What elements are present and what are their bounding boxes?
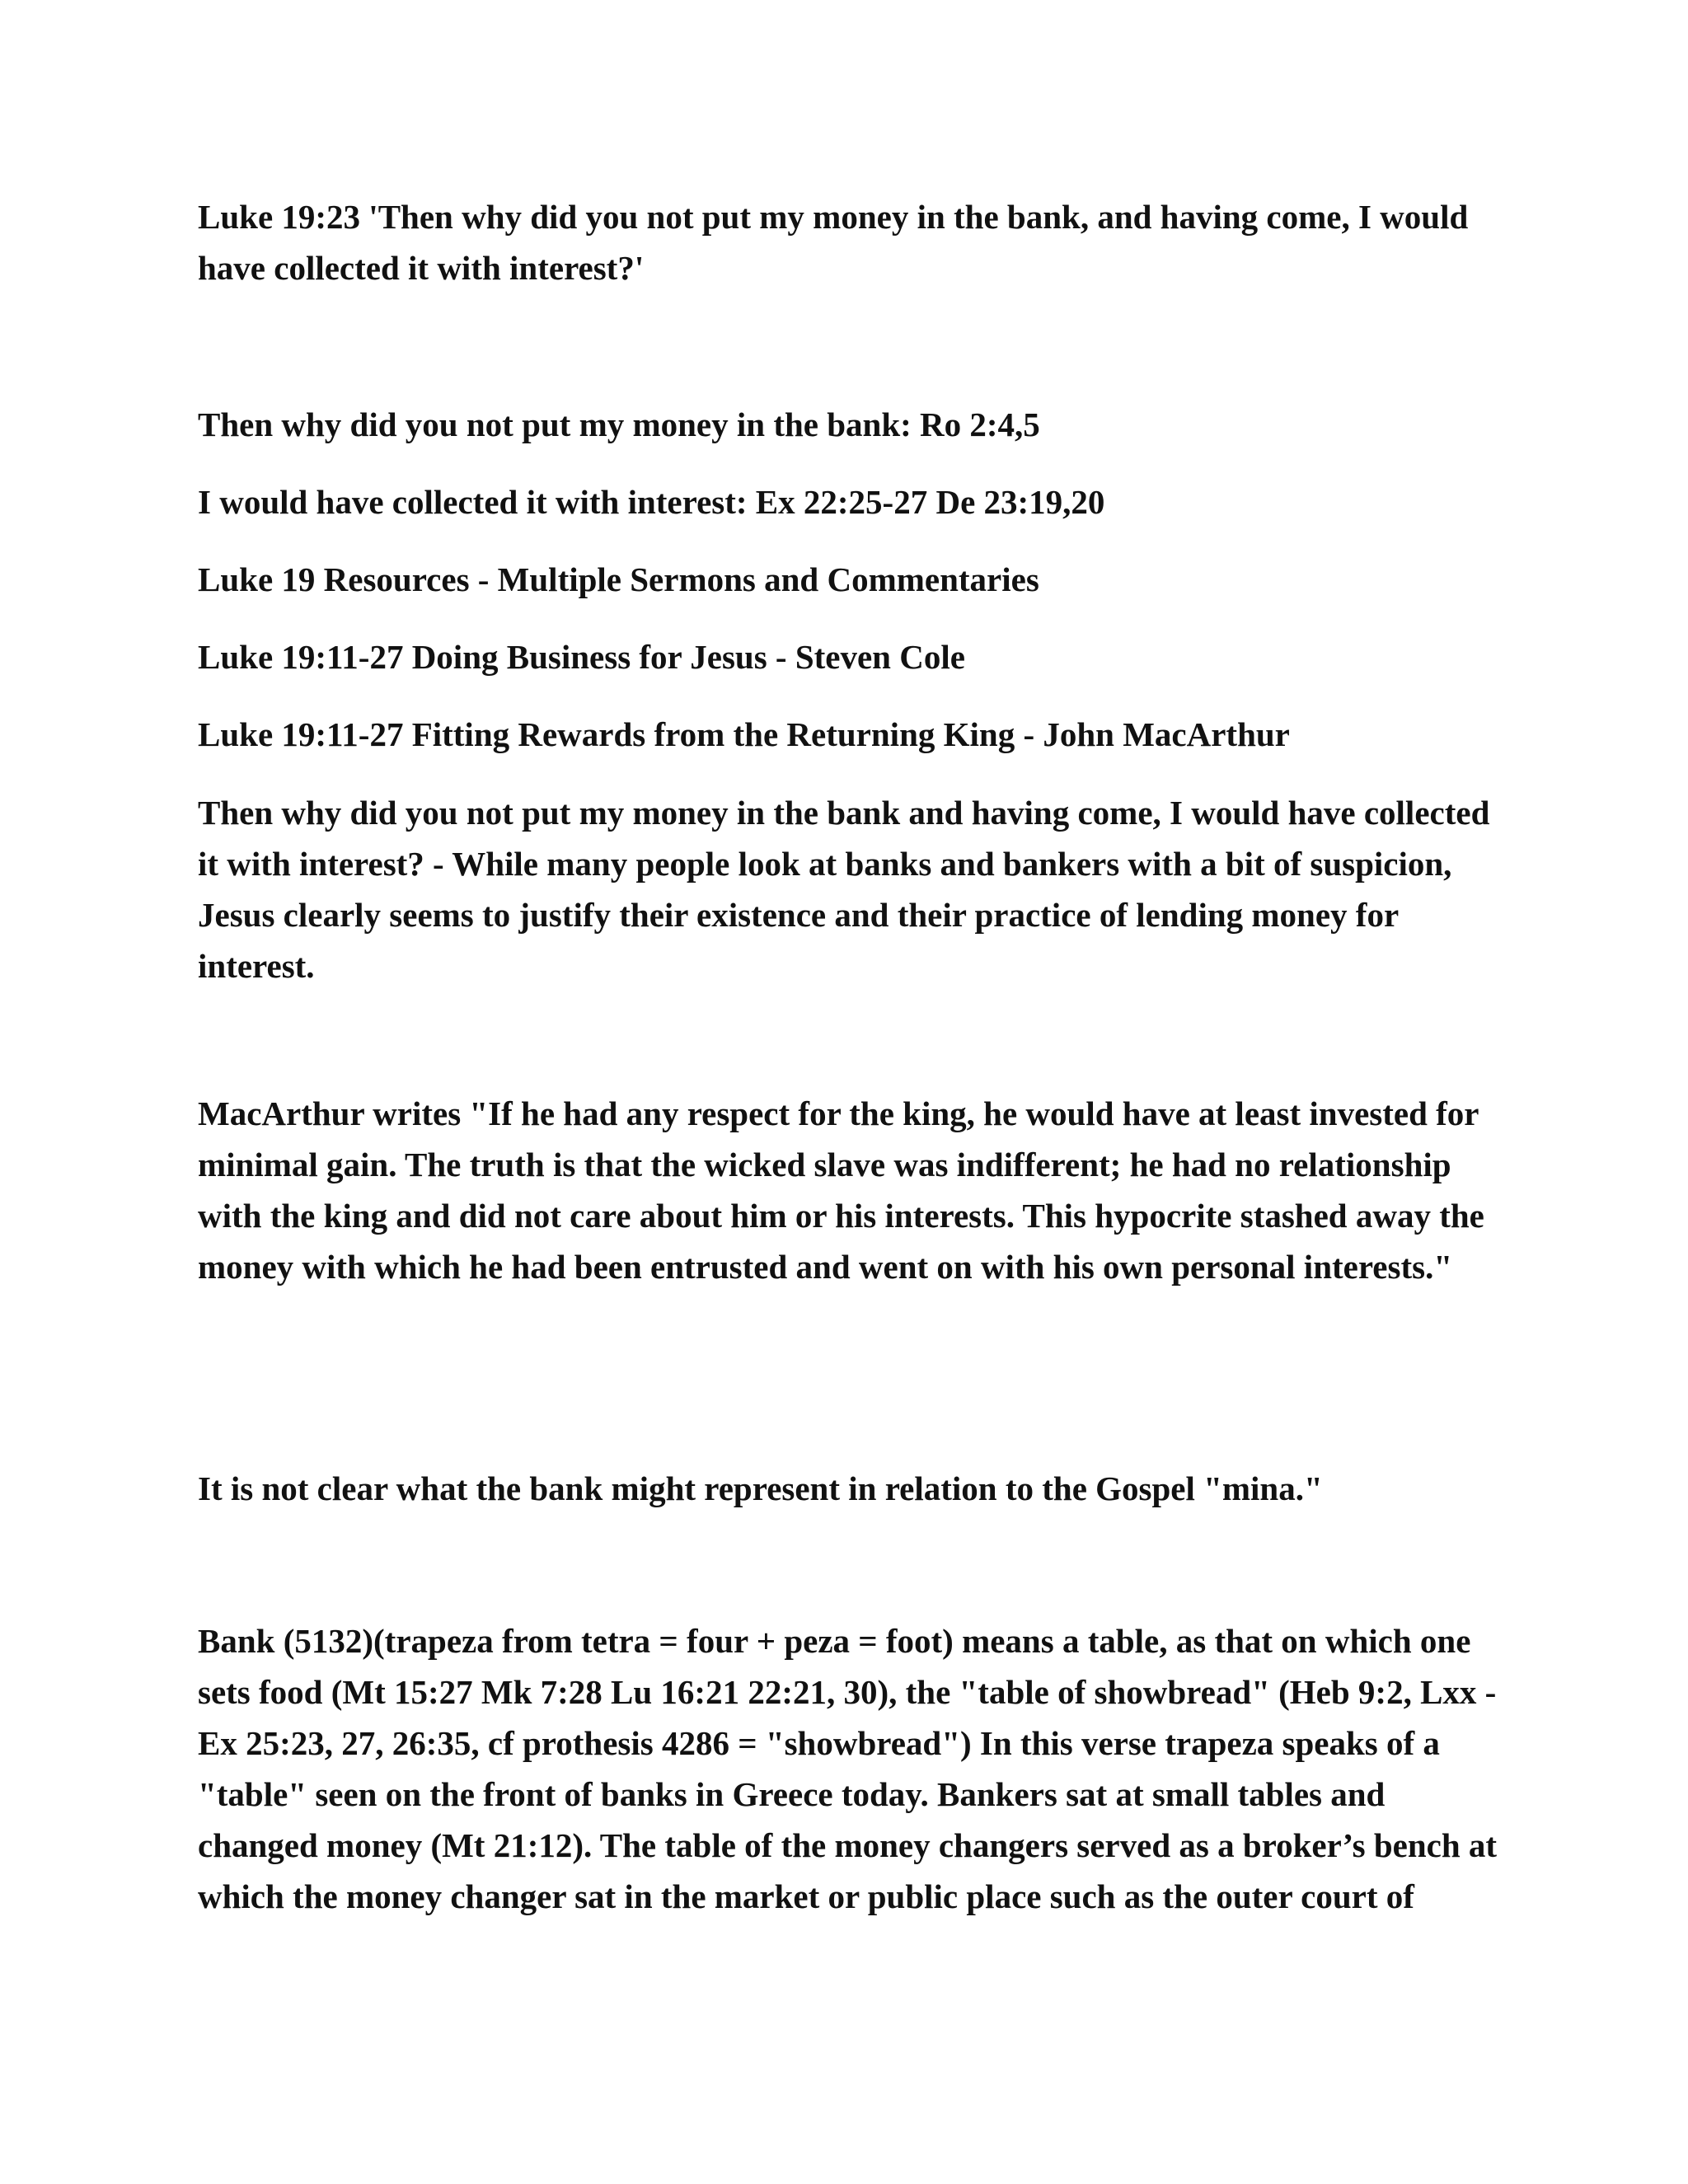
commentary-paragraph-4: Bank (5132)(trapeza from tetra = four + peza = foot) means a table, as that on which one sets food (Mt 15:27 Mk 7:28 Lu 16:21 22:21, 30), the "table of showbread" (Heb 9:2, Lxx - Ex 25:23, 27, 26:35, cf prothesis 4286 = "showbread") In this verse trapeza speaks of a "table" seen on the front of banks in Greece today. Bankers sat at small tables and changed money (Mt 21:12). The table of the money changers served as a broker’s bench at which the money changer sat in the market or public place such as the outer court of [198,1622,1498,1915]
commentary-paragraph-3: It is not clear what the bank might represent in relation to the Gospel "mina." [198,1469,1323,1507]
cross-reference-1: Then why did you not put my money in the bank: Ro 2:4,5 [198,405,1040,443]
commentary-paragraph-2: MacArthur writes "If he had any respect for the king, he would have at least invested for minimal gain. The truth is that the wicked slave was indifferent; he had no relationship with the king and did not care about him or his interests. This hypocrite stashed away the money with which he had been entrusted and went on with his own personal interests." [198,1094,1484,1286]
resource-link-2[interactable]: Luke 19:11-27 Doing Business for Jesus - Steven Cole [198,638,965,676]
verse-text: Luke 19:23 'Then why did you not put my money in the bank, and having come, I would have collected it with interest?' [198,198,1469,287]
cross-reference-2: I would have collected it with interest: Ex 22:25-27 De 23:19,20 [198,483,1105,521]
resource-link-1[interactable]: Luke 19 Resources - Multiple Sermons and Commentaries [198,560,1039,598]
commentary-paragraph-1: Then why did you not put my money in the bank and having come, I would have collected it with interest? - While many people look at banks and bankers with a bit of suspicion, Jesus clearly seems to justify their existence and their practice of lending money for interest. [198,794,1490,985]
resource-link-3[interactable]: Luke 19:11-27 Fitting Rewards from the Returning King - John MacArthur [198,715,1290,753]
